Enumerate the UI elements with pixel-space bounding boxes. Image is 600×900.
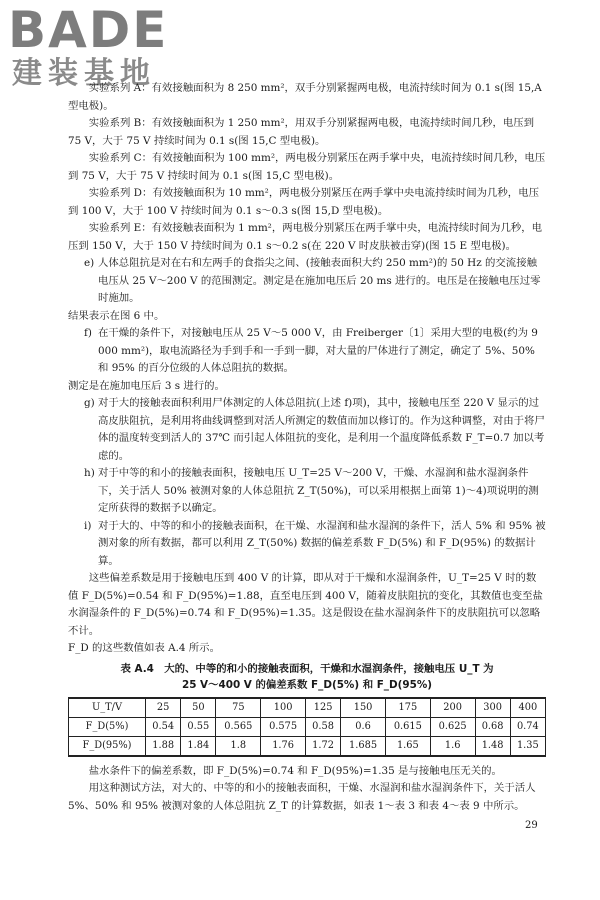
table-cell: 0.565 — [216, 717, 261, 736]
table-header-cell: 300 — [475, 698, 510, 718]
list-label: g) — [84, 397, 95, 409]
table-header-cell: 175 — [385, 698, 430, 718]
paragraph-series-a: 实验系列 A：有效接触面积为 8 250 mm²，双手分别紧握两电极，电流持续时间为 0.1 s(图 15,A 型电极)。 — [68, 82, 542, 112]
list-text: 对于大的、中等的和小的接触表面积，在干燥、水湿润和盐水湿润的条件下，活人 5% 和 95% 被测对象的所有数据，都可以利用 Z_T(50%) 数据的偏差系数 F_D(5%) 和 F_D(95%) 的数据计算。 — [98, 519, 546, 567]
table-header-cell: U_T/V — [69, 698, 146, 718]
table-cell: 0.625 — [430, 717, 475, 736]
deviation-table — [68, 697, 546, 757]
list-label: e) — [84, 257, 95, 269]
table-cell: 0.74 — [510, 717, 545, 736]
list-text: 在干燥的条件下，对接触电压从 25 V～5 000 V，由 Freiberger〔1〕采用大型的电极(约为 9 000 mm²)，取电流路径为手到手和一手到一脚，对大量的尸体进行了测定，确定了 5%、50% 和 95% 的百分位级的人体总阻抗的数据。 — [98, 327, 538, 374]
table-header-cell: 100 — [261, 698, 306, 718]
table-header-cell: 125 — [306, 698, 341, 718]
table-cell: 0.575 — [261, 717, 306, 736]
list-label: f) — [84, 327, 92, 339]
paragraph-series-c: 实验系列 C：有效接触面积为 100 mm²，两电极分别紧压在两手掌中央，电流持续时间几秒，电压到 75 V，大于 75 V 持续时间为 0.1 s(图 15,C 型电极)。 — [68, 152, 546, 182]
table-caption — [68, 661, 546, 693]
list-text: 对于中等的和小的接触表面积，接触电压 U_T=25 V～200 V，干燥、水湿润和盐水湿润条件下，关于活人 50% 被测对象的人体总阻抗 Z_T(50%)，可以采用根据上面第 1)～4)项说明的测定所获得的数据予以确定。 — [98, 467, 539, 514]
list-item-h — [68, 465, 546, 518]
table-cell: 1.88 — [146, 736, 181, 756]
table-cell: F_D(5%) — [69, 717, 146, 736]
logo-subtitle: 建装基地 — [12, 56, 156, 91]
table-header-row — [69, 698, 546, 718]
paragraph-deviation-ref: F_D 的这些数值如表 A.4 所示。 — [68, 642, 220, 654]
list-item-g — [68, 395, 546, 465]
table-header-cell: 200 — [430, 698, 475, 718]
table-cell: 1.8 — [216, 736, 261, 756]
list-item-i — [68, 518, 546, 571]
table-cell: 1.48 — [475, 736, 510, 756]
table-row — [69, 736, 546, 756]
paragraph-series-d: 实验系列 D：有效接触面积为 10 mm²，两电极分别紧压在两手掌中央电流持续时间为几秒，电压到 100 V，大于 100 V 持续时间为 0.1 s～0.3 s(图 15,D 型电极)。 — [68, 187, 539, 217]
page-number: 29 — [525, 820, 538, 831]
table-cell: 0.68 — [475, 717, 510, 736]
table-caption-line-2: 25 V～400 V 的偏差系数 F_D(5%) 和 F_D(95%) — [181, 678, 432, 691]
list-item-e — [68, 255, 546, 308]
table-cell: 1.72 — [306, 736, 341, 756]
table-cell: 1.35 — [510, 736, 545, 756]
paragraph-deviation: 这些偏差系数是用于接触电压到 400 V 的计算，即从对于干燥和水湿润条件，U_T=25 V 时的数值 F_D(5%)=0.54 和 F_D(95%)=1.88，直至电压到 400 V，随着皮肤阻抗的变化，其数值也变至盐水润湿条件的 F_D(5%)=0.74 和 F_D(95%)=1.35。这是假设在盐水湿润条件下的皮肤阻抗可以忽略不计。 — [68, 572, 543, 637]
table-cell: 0.58 — [306, 717, 341, 736]
table-cell: 0.55 — [181, 717, 216, 736]
list-item-f — [68, 325, 546, 378]
list-label: h) — [84, 467, 95, 479]
document-body — [68, 80, 546, 815]
paragraph-measured: 测定是在施加电压后 3 s 进行的。 — [68, 379, 225, 392]
table-cell: 0.54 — [146, 717, 181, 736]
logo-wordmark: BADE — [8, 1, 169, 59]
table-cell: 0.6 — [341, 717, 386, 736]
paragraph-saline: 盐水条件下的偏差系数，即 F_D(5%)=0.74 和 F_D(95%)=1.35 是与接触电压无关的。 — [88, 764, 502, 777]
table-header-cell: 25 — [146, 698, 181, 718]
table-header-cell: 400 — [510, 698, 545, 718]
table-cell: 1.84 — [181, 736, 216, 756]
table-header-cell: 150 — [341, 698, 386, 718]
table-header-cell: 50 — [181, 698, 216, 718]
paragraph-final: 用这种测试方法，对大的、中等的和小的接触表面积，干燥、水湿润和盐水湿润条件下，关于活人 5%、50% 和 95% 被测对象的人体总阻抗 Z_T 的计算数据，如表 1～表 3 和表 4～表 9 中所示。 — [68, 782, 536, 812]
list-label: i) — [84, 519, 92, 532]
paragraph-series-e: 实验系列 E：有效接触表面积为 1 mm²，两电极分别紧压在两手掌中央，电流持续时间为几秒，电压到 150 V，大于 150 V 持续时间为 0.1 s～0.2 s(在 220 V 时皮肤被击穿)(图 15 E 型电极)。 — [68, 222, 543, 252]
table-header-cell: 75 — [216, 698, 261, 718]
paragraph-series-b: 实验系列 B：有效接触面积为 1 250 mm²，用双手分别紧握两电极，电流持续时间几秒，电压到 75 V，大于 75 V 持续时间为 0.1 s(图 15,C 型电极)。 — [68, 117, 535, 147]
list-text: 人体总阻抗是对在右和左两手的食指尖之间、(接触表面积大约 250 mm²)的 50 Hz 的交流接触电压从 25 V～200 V 的范围测定。测定是在施加电压后 20 ms 进行的。电压是在接触电压过零时施加。 — [98, 257, 541, 304]
table-cell: 1.65 — [385, 736, 430, 756]
table-caption-line-1: 表 A.4 大的、中等的和小的接触表面积，干燥和水湿润条件，接触电压 U_T 为 — [120, 662, 494, 675]
list-text: 对于大的接触表面积利用尸体测定的人体总阻抗(上述 f)项)，其中，接触电压至 220 V 显示的过高皮肤阻抗，是利用将曲线调整到对活人所测定的数值而加以修订的。作为这种调整，对由于将尸体的温度转变到活人的 37℃ 而引起人体阻抗的变化，是利用一个温度降低系数 F_T=0.7 加以考虑的。 — [98, 397, 545, 462]
table-row — [69, 717, 546, 736]
paragraph-result: 结果表示在图 6 中。 — [68, 309, 165, 322]
table-cell: 0.615 — [385, 717, 430, 736]
table-cell: 1.685 — [341, 736, 386, 756]
table-cell: F_D(95%) — [69, 736, 146, 756]
table-cell: 1.6 — [430, 736, 475, 756]
table-cell: 1.76 — [261, 736, 306, 756]
